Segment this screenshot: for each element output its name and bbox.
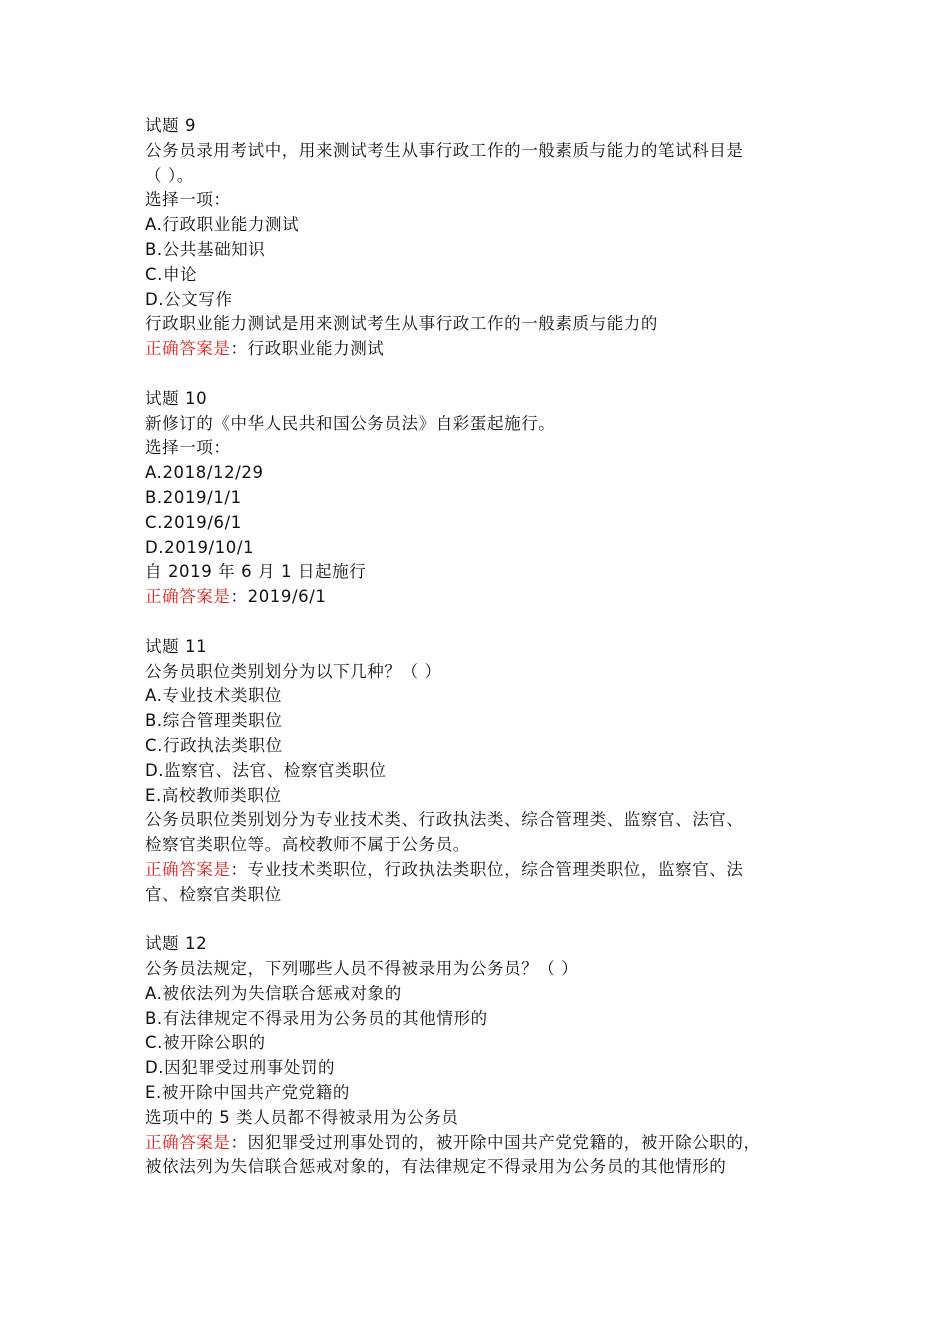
option: B.综合管理类职位 — [145, 711, 283, 731]
answer-line — [145, 585, 820, 610]
answer-label: 正确答案是 — [145, 587, 231, 607]
question-stem: （ ）。 — [145, 165, 194, 185]
option: B.2019/1/1 — [145, 487, 242, 507]
answer-label: 正确答案是 — [145, 1132, 231, 1152]
answer-text: ：行政职业能力测试 — [230, 339, 385, 359]
option: D.监察官、法官、检察官类职位 — [145, 760, 387, 780]
option: A.专业技术类职位 — [145, 686, 283, 706]
option: C.申论 — [145, 264, 198, 284]
answer-label: 正确答案是 — [145, 859, 231, 879]
question-block — [145, 932, 820, 1180]
question-block — [145, 635, 820, 908]
option: B.公共基础知识 — [145, 239, 266, 259]
answer-text-continued: 官、检察官类职位 — [145, 884, 282, 904]
explanation: 公务员职位类别划分为专业技术类、行政执法类、综合管理类、监察官、法官、 — [145, 810, 744, 830]
option: D.公文写作 — [145, 289, 233, 309]
option: C.2019/6/1 — [145, 512, 242, 532]
option: B.有法律规定不得录用为公务员的其他情形的 — [145, 1008, 488, 1028]
option: D.2019/10/1 — [145, 537, 255, 557]
question-block — [145, 114, 820, 362]
explanation: 检察官类职位等。高校教师不属于公务员。 — [145, 835, 470, 855]
question-heading: 试题 11 — [145, 636, 208, 656]
option: A.2018/12/29 — [145, 463, 264, 483]
answer-text-continued: 被依法列为失信联合惩戒对象的，有法律规定不得录用为公务员的其他情形的 — [145, 1157, 727, 1177]
option: A.行政职业能力测试 — [145, 215, 300, 235]
option: A.被依法列为失信联合惩戒对象的 — [145, 983, 402, 1003]
option: E.被开除中国共产党党籍的 — [145, 1083, 350, 1103]
explanation: 自 2019 年 6 月 1 日起施行 — [145, 562, 367, 582]
question-prompt: 选择一项： — [145, 438, 231, 458]
option: C.行政执法类职位 — [145, 735, 283, 755]
question-heading: 试题 12 — [145, 934, 208, 954]
option: C.被开除公职的 — [145, 1033, 266, 1053]
document-page — [145, 114, 820, 1205]
question-prompt: 选择一项： — [145, 190, 231, 210]
answer-line — [145, 337, 820, 362]
explanation: 行政职业能力测试是用来测试考生从事行政工作的一般素质与能力的 — [145, 314, 658, 334]
question-stem: 公务员职位类别划分为以下几种？（ ） — [145, 661, 442, 681]
option: E.高校教师类职位 — [145, 785, 282, 805]
answer-line — [145, 858, 820, 883]
answer-text: ：专业技术类职位，行政执法类职位，综合管理类职位，监察官、法 — [230, 859, 744, 879]
answer-line — [145, 1131, 820, 1156]
answer-text: ：因犯罪受过刑事处罚的，被开除中国共产党党籍的，被开除公职的， — [230, 1132, 761, 1152]
question-heading: 试题 9 — [145, 116, 197, 135]
question-stem: 新修订的《中华人民共和国公务员法》自彩蛋起施行。 — [145, 413, 556, 433]
answer-text: ：2019/6/1 — [230, 587, 327, 607]
explanation: 选项中的 5 类人员都不得被录用为公务员 — [145, 1107, 459, 1127]
option: D.因犯罪受过刑事处罚的 — [145, 1058, 336, 1078]
question-heading: 试题 10 — [145, 388, 208, 408]
question-block — [145, 387, 820, 610]
question-stem: 公务员录用考试中，用来测试考生从事行政工作的一般素质与能力的笔试科目是 — [145, 140, 744, 160]
answer-label: 正确答案是 — [145, 339, 231, 359]
question-stem: 公务员法规定，下列哪些人员不得被录用为公务员？（ ） — [145, 959, 579, 979]
